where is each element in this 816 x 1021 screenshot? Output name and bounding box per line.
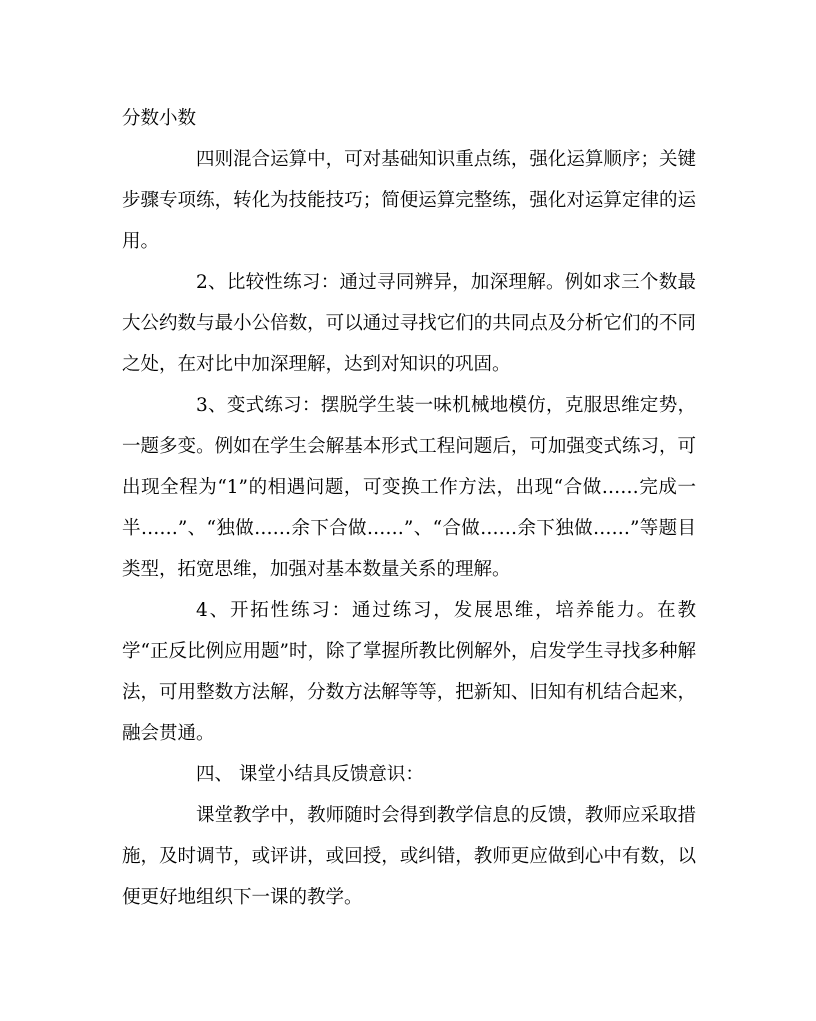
paragraph-exploratory-practice: 4、开拓性练习：通过练习，发展思维，培养能力。在教学“正反比例应用题”时，除了掌握所教比例解外，启发学生寻找多种解法，可用整数方法解，分数方法解等等，把新知、旧知有机结合起来，融会贯通。 <box>122 600 696 744</box>
paragraph-mixed-operations: 四则混合运算中，可对基础知识重点练，强化运算顺序；关键步骤专项练，转化为技能技巧；简便运算完整练，强化对运算定律的运用。 <box>122 149 696 252</box>
paragraph-comparative-practice: 2、比较性练习：通过寻同辨异，加深理解。例如求三个数最大公约数与最小公倍数，可以通过寻找它们的共同点及分析它们的不同之处，在对比中加深理解，达到对知识的巩固。 <box>122 272 696 375</box>
section-heading-summary-feedback: 四、 课堂小结具反馈意识： <box>196 764 424 785</box>
paragraph-variant-practice: 3、变式练习：摆脱学生装一味机械地模仿，克服思维定势，一题多变。例如在学生会解基本形式工程问题后，可加强变式练习，可出现全程为“1”的相遇问题，可变换工作方法，出现“合做……完成一半……”、“独做……余下合做……”、“合做……余下独做……”等题目类型，拓宽思维，加强对基本数量关系的理解。 <box>122 395 696 580</box>
paragraph-classroom-feedback: 课堂教学中，教师随时会得到教学信息的反馈，教师应采取措施，及时调节，或评讲，或回授，或纠错，教师更应做到心中有数，以便更好地组织下一课的教学。 <box>122 805 696 908</box>
paragraph-continuation: 分数小数 <box>122 108 197 129</box>
document-body <box>122 98 696 918</box>
